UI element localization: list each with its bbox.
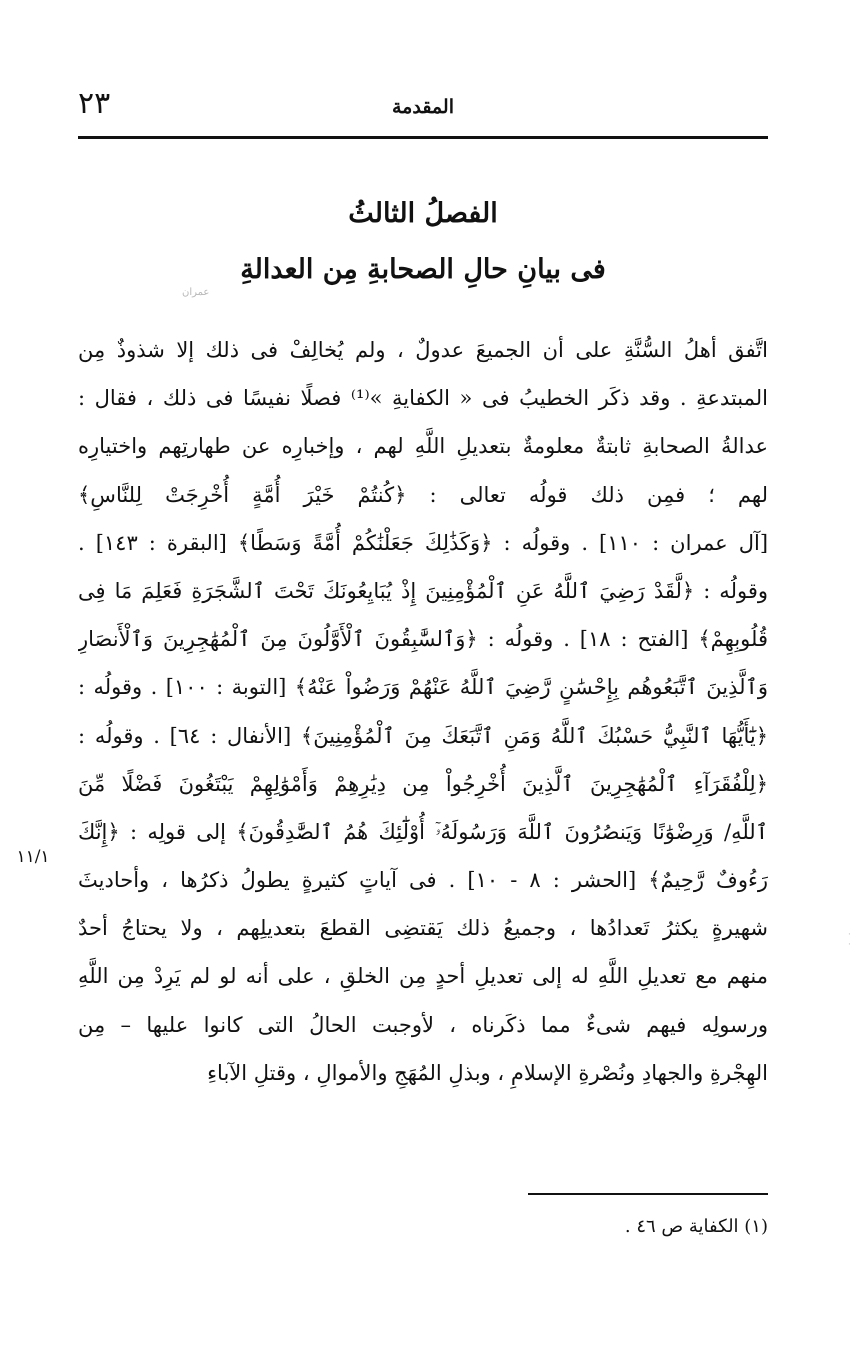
- running-title: المقدمة: [391, 96, 454, 118]
- chapter-title: الفصلُ الثالثُ: [348, 198, 498, 229]
- text-line: قُلُوبِهِمْ﴾ [الفتح : ١٨] . وقولُه : ﴿وَٱلسَّٰبِقُونَ ٱلْأَوَّلُونَ مِنَ ٱلْمُهَٰجِرِينَ وَٱلْأَنصَارِ: [78, 627, 768, 652]
- stray-mark: عمران: [182, 287, 210, 298]
- text-line: لهم ؛ فمِن ذلك قولُه تعالى : ﴿كُنتُمْ خَيْرَ أُمَّةٍ أُخْرِجَتْ لِلنَّاسِ﴾: [78, 482, 768, 507]
- margin-page-reference: ١١/١: [16, 847, 50, 867]
- text-line: ﴿لِلْفُقَرَآءِ ٱلْمُهَٰجِرِينَ ٱلَّذِينَ أُخْرِجُواْ مِن دِيَٰرِهِمْ وَأَمْوَٰلِهِمْ يَبْتَغُونَ فَضْلًا مِّنَ: [78, 771, 768, 796]
- text-line: اتَّفق أهلُ السُّنَّةِ على أن الجميعَ عدولٌ ، ولم يُخالِفْ فى ذلك إلا شذوذٌ مِن: [78, 338, 768, 362]
- text-line: ٱللَّهِ/ وَرِضْوَٰنًا وَيَنصُرُونَ ٱللَّهَ وَرَسُولَهُۥٓ أُوْلَٰٓئِكَ هُمُ ٱلصَّٰدِقُونَ﴾ إلى قولِه : ﴿إِنَّكَ: [78, 819, 768, 844]
- text-line: منهم مع تعديلِ اللَّهِ له إلى تعديلِ أحدٍ مِن الخلقِ ، على أنه لو لم يَرِدْ مِن اللَّهِ: [78, 964, 768, 989]
- footnote: (١) الكفاية ص ٤٦ .: [624, 1216, 768, 1237]
- chapter-subtitle: فى بيانِ حالِ الصحابةِ مِن العدالةِ: [240, 254, 606, 285]
- text-line: عدالةُ الصحابةِ ثابتةٌ معلومةٌ بتعديلِ اللَّهِ لهم ، وإخبارِه عن طهارتِهم واختيارِه: [78, 434, 768, 459]
- footnote-rule: [528, 1193, 768, 1195]
- text-line: وقولُه : ﴿لَّقَدْ رَضِيَ ٱللَّهُ عَنِ ٱلْمُؤْمِنِينَ إِذْ يُبَايِعُونَكَ تَحْتَ ٱلشَّجَرَةِ فَعَلِمَ مَا فِى: [78, 578, 768, 603]
- text-line: شهيرةٍ يكثرُ تَعدادُها ، وجميعُ ذلك يَقتضِى القطعَ بتعديلِهم ، ولا يحتاجُ أحدٌ: [78, 916, 768, 941]
- text-line: ﴿يَٰٓأَيُّهَا ٱلنَّبِيُّ حَسْبُكَ ٱللَّهُ وَمَنِ ٱتَّبَعَكَ مِنَ ٱلْمُؤْمِنِينَ﴾ [الأنفال : ٦٤] . وقولُه :: [78, 723, 768, 748]
- text-line: رَءُوفٌ رَّحِيمٌ﴾ [الحشر : ٨ - ١٠] . فى آياتٍ كثيرةٍ يطولُ ذكرُها ، وأحاديثَ: [78, 868, 768, 893]
- scan-speck: · ·: [848, 930, 851, 950]
- header-rule: [78, 136, 768, 139]
- text-line: الهِجْرةِ والجهادِ ونُصْرةِ الإسلامِ ، وبذلِ المُهَجِ والأموالِ ، وقتلِ الآباءِ: [207, 1060, 768, 1085]
- page-header: [78, 86, 768, 126]
- page-number: ٢٣: [78, 86, 111, 121]
- text-line: ورسولِه فيهم شىءٌ مما ذكَرناه ، لأوجبت الحالُ التى كانوا عليها – مِن: [78, 1012, 768, 1037]
- body-text: [78, 326, 768, 1097]
- text-line: المبتدعةِ . وقد ذكَر الخطيبُ فى « الكفايةِ »⁽¹⁾ فصلًا نفيسًا فى ذلك ، فقال :: [78, 386, 768, 411]
- text-line: وَٱلَّذِينَ ٱتَّبَعُوهُم بِإِحْسَٰنٍ رَّضِيَ ٱللَّهُ عَنْهُمْ وَرَضُواْ عَنْهُ﴾ [التوبة : ١٠٠] . وقولُه :: [78, 675, 768, 700]
- text-line: [آل عمران : ١١٠] . وقولُه : ﴿وَكَذَٰلِكَ جَعَلْنَٰكُمْ أُمَّةً وَسَطًا﴾ [البقرة : ١٤٣] .: [78, 530, 768, 555]
